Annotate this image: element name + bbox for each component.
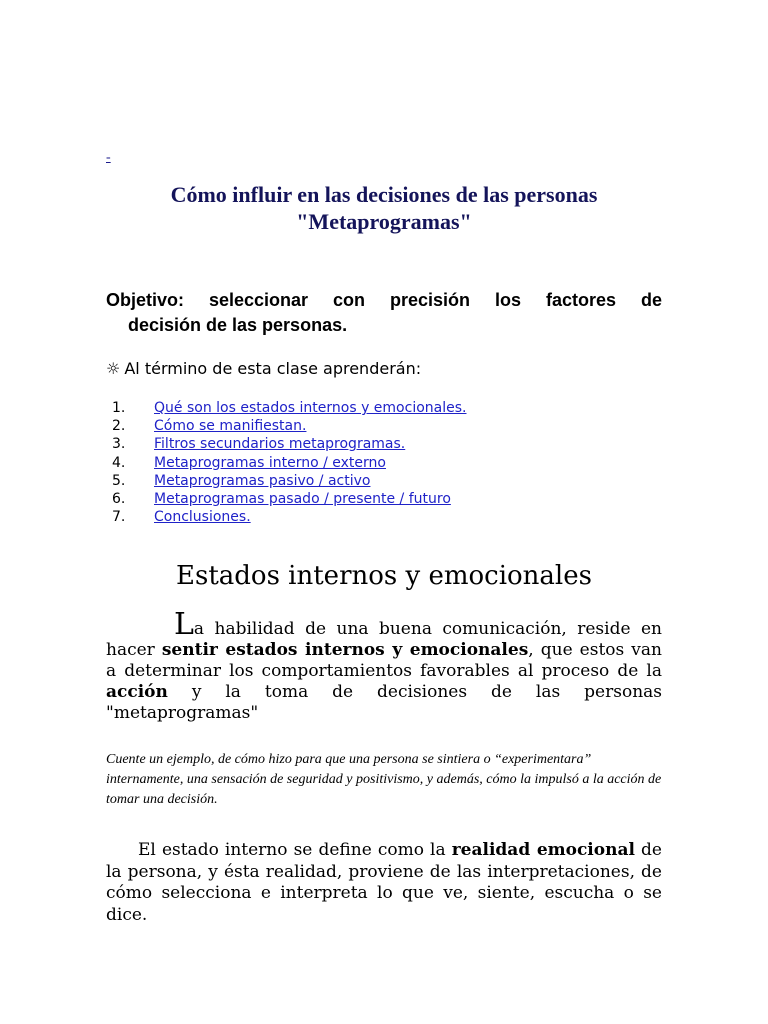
toc-item xyxy=(106,417,666,435)
toc-number: 3. xyxy=(112,436,126,453)
section-heading: Estados internos y emocionales xyxy=(176,561,592,591)
toc-number: 1. xyxy=(112,400,126,416)
toc-link[interactable]: Filtros secundarios metaprogramas. xyxy=(154,436,406,453)
toc-item xyxy=(106,508,666,526)
toc-link[interactable]: Cómo se manifiestan. xyxy=(154,418,307,435)
italic-note: Cuente un ejemplo, de cómo hizo para que una persona se sintiera o “experimentara” internamente, una sensación de seguridad y positivismo, y además, cómo la impulsó a la acción de tomar una decisión. xyxy=(106,752,662,807)
toc-number: 4. xyxy=(112,454,126,471)
toc-link[interactable]: Metaprogramas pasado / presente / futuro xyxy=(154,490,451,507)
objective-line-2: decisión de las personas. xyxy=(128,315,348,335)
text-run: El estado interno se define como la xyxy=(138,840,452,860)
text-run: , que estos van a determinar los comportamientos favorables al proceso de la xyxy=(106,640,662,681)
toc-number: 7. xyxy=(112,509,126,526)
learn-text: Al término de esta clase aprenderán: xyxy=(124,359,422,378)
toc-item xyxy=(106,435,666,453)
drop-cap: L xyxy=(174,607,194,642)
page-subtitle: "Metaprogramas" xyxy=(296,209,472,234)
toc-item xyxy=(106,490,666,508)
objective-line-1: Objetivo: seleccionar con precisión los factores de xyxy=(106,290,662,310)
toc-link[interactable]: Conclusiones. xyxy=(154,509,251,526)
table-of-contents xyxy=(106,399,666,526)
toc-link[interactable]: Metaprogramas pasivo / activo xyxy=(154,472,371,489)
bold-run: sentir estados internos y emocionales xyxy=(161,640,529,660)
learn-heading xyxy=(106,358,421,380)
text-run: y la toma de decisiones de las personas "metaprogramas" xyxy=(106,682,662,723)
toc-number: 6. xyxy=(112,490,126,507)
text-run: a habilidad de una buena comunicación, reside en hacer xyxy=(106,619,662,660)
toc-link[interactable]: Metaprogramas interno / externo xyxy=(154,454,386,471)
toc-item xyxy=(106,472,666,490)
sun-icon: ☼ xyxy=(106,359,121,378)
toc-link[interactable]: Qué son los estados internos y emocionales. xyxy=(154,400,467,416)
body-paragraph-1 xyxy=(106,607,662,724)
toc-item xyxy=(106,399,666,417)
top-link[interactable]: - xyxy=(106,150,111,165)
text-run: de la persona, y ésta realidad, proviene de las interpretaciones, de cómo selecciona e interpreta lo que ve, siente, escucha o se dice. xyxy=(106,840,662,925)
page-title: Cómo influir en las decisiones de las personas xyxy=(170,182,598,207)
bold-run: realidad emocional xyxy=(451,840,635,860)
toc-number: 2. xyxy=(112,418,126,435)
toc-item xyxy=(106,454,666,472)
body-paragraph-2 xyxy=(106,840,662,926)
toc-number: 5. xyxy=(112,472,126,489)
bold-run: acción xyxy=(106,682,168,702)
